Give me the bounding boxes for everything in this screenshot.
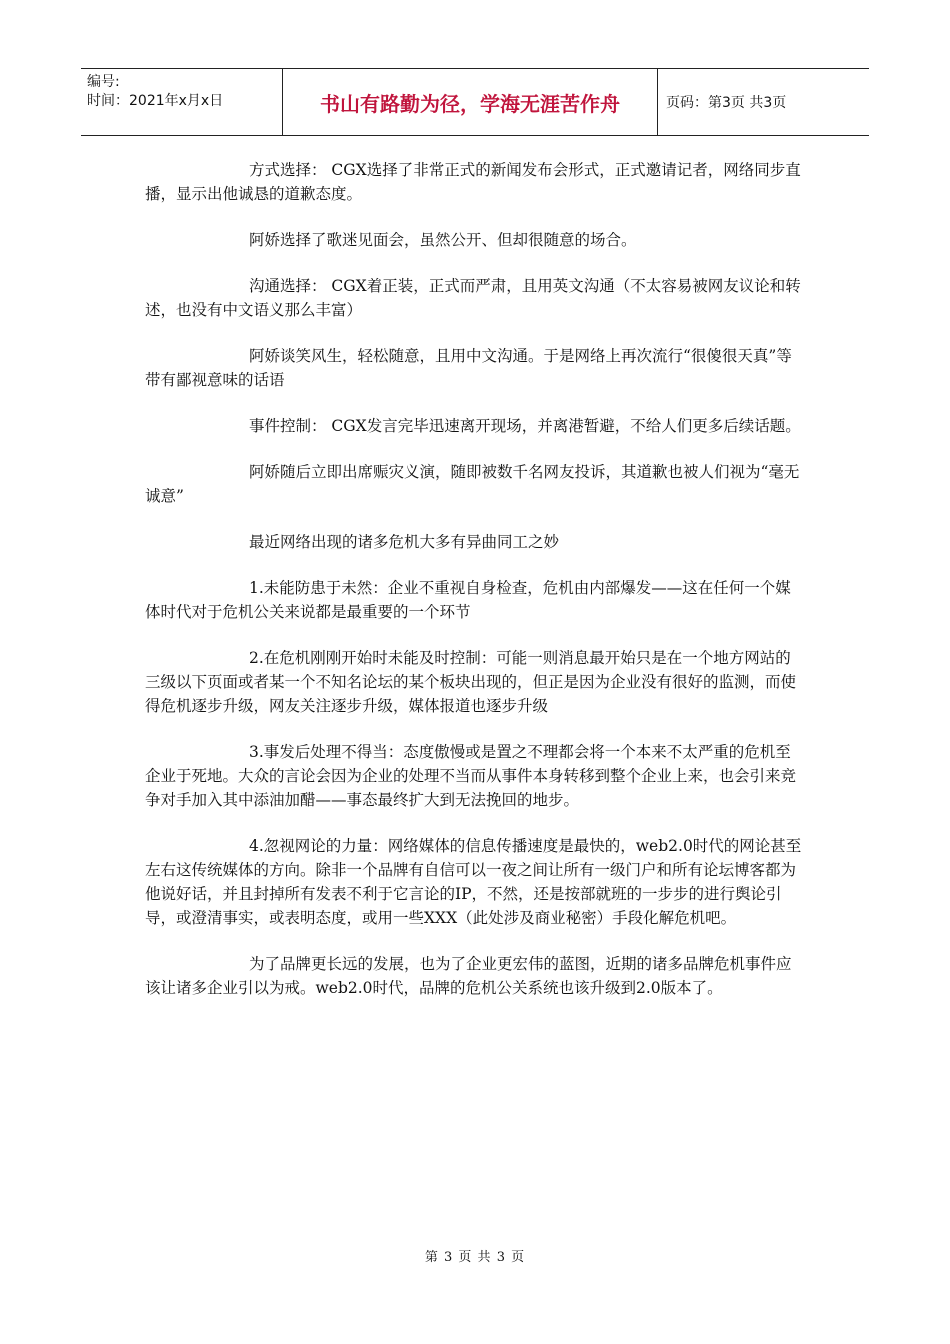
paragraph: 3.事发后处理不得当：态度傲慢或是置之不理都会将一个本来不太严重的危机至企业于死地。大众的言论会因为企业的处理不当而从事件本身转移到整个企业上来，也会引来竞争对手加入其中添油加醋——事态最终扩大到无法挽回的地步。 <box>145 743 797 809</box>
paragraph: 阿娇随后立即出席赈灾义演，随即被数千名网友投诉，其道歉也被人们视为“毫无诚意” <box>145 463 800 505</box>
paragraph: 阿娇谈笑风生，轻松随意，且用中文沟通。于是网络上再次流行“很傻很天真”等带有鄙视意味的话语 <box>145 347 792 389</box>
date-label: 时间：2021年x月x日 <box>87 93 224 109</box>
header-motto: 书山有路勤为径，学海无涯苦作舟 <box>283 69 658 135</box>
header-meta <box>81 69 283 135</box>
paragraph: 4.忽视网论的力量：网络媒体的信息传播速度是最快的，web2.0时代的网论甚至左右这传统媒体的方向。除非一个品牌有自信可以一夜之间让所有一级门户和所有论坛博客都为他说好话，并且封掉所有发表不利于它言论的IP，不然，还是按部就班的一步步的进行舆论引导，或澄清事实，或表明态度，或用一些XXX（此处涉及商业秘密）手段化解危机吧。 <box>145 837 802 927</box>
paragraph: 1.未能防患于未然：企业不重视自身检查，危机由内部爆发——这在任何一个媒体时代对于危机公关来说都是最重要的一个环节 <box>145 579 791 621</box>
paragraph: 事件控制： CGX发言完毕迅速离开现场，并离港暂避，不给人们更多后续话题。 <box>249 417 801 435</box>
document-header <box>81 68 869 136</box>
document-body <box>145 158 805 1022</box>
paragraph: 方式选择： CGX选择了非常正式的新闻发布会形式，正式邀请记者，网络同步直播，显示出他诚恳的道歉态度。 <box>145 161 801 203</box>
header-page-label: 页码：第3页 共3页 <box>666 95 787 111</box>
paragraph: 沟通选择： CGX着正装，正式而严肃，且用英文沟通（不太容易被网友议论和转述，也没有中文语义那么丰富） <box>145 277 801 319</box>
paragraph: 2.在危机刚刚开始时未能及时控制：可能一则消息最开始只是在一个地方网站的三级以下页面或者某一个不知名论坛的某个板块出现的，但正是因为企业没有很好的监测，而使得危机逐步升级，网友关注逐步升级，媒体报道也逐步升级 <box>145 649 797 715</box>
paragraph: 最近网络出现的诸多危机大多有异曲同工之妙 <box>249 533 560 551</box>
number-label: 编号: <box>87 74 120 90</box>
page-footer: 第 3 页 共 3 页 <box>424 1250 526 1265</box>
paragraph: 阿娇选择了歌迷见面会，虽然公开、但却很随意的场合。 <box>249 231 637 249</box>
paragraph: 为了品牌更长远的发展，也为了企业更宏伟的蓝图，近期的诸多品牌危机事件应该让诸多企业引以为戒。web2.0时代，品牌的危机公关系统也该升级到2.0版本了。 <box>145 955 792 997</box>
